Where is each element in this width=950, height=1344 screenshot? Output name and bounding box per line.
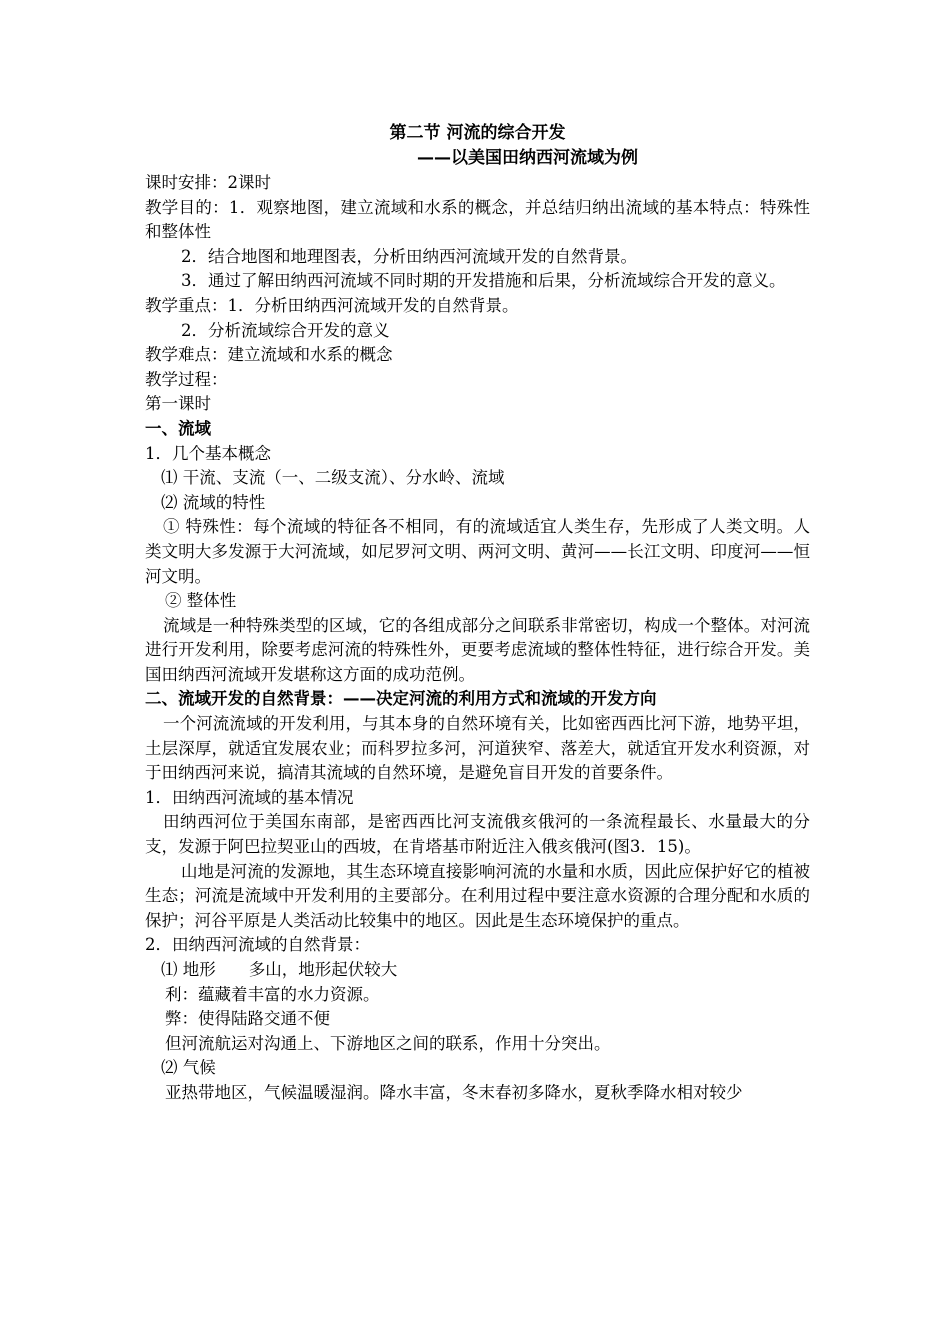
document-page [145, 121, 810, 1106]
objective-line-2: 2．结合地图和地理图表，分析田纳西河流域开发的自然背景。 [181, 246, 637, 266]
objective-line-1: 教学目的：1．观察地图，建立流域和水系的概念，并总结归纳出流域的基本特点：特殊性和整体性 [145, 197, 810, 242]
doc-title: 第二节 河流的综合开发 [389, 123, 566, 143]
section-1-item-1: 1．几个基本概念 [145, 443, 271, 463]
section-2-climate-text: 亚热带地区，气候温暖湿润。降水丰富，冬末春初多降水，夏秋季降水相对较少 [165, 1082, 743, 1102]
key-point-line-1: 教学重点：1．分析田纳西河流域开发的自然背景。 [145, 295, 519, 315]
process-line: 教学过程： [145, 369, 228, 389]
section-2-climate: ⑵ 气候 [161, 1058, 216, 1078]
key-point-line-2: 2．分析流域综合开发的意义 [181, 320, 390, 340]
section-1-integrity: ② 整体性 [165, 591, 237, 611]
doc-subtitle: ——以美国田纳西河流域为例 [417, 148, 638, 168]
section-2-disadvantage: 弊：使得陆路交通不便 [165, 1009, 330, 1029]
section-2-item-1: 1．田纳西河流域的基本情况 [145, 787, 354, 807]
schedule-line: 课时安排：2课时 [145, 173, 271, 192]
difficulty-line: 教学难点：建立流域和水系的概念 [145, 345, 393, 365]
section-2-navigation: 但河流航运对沟通上、下游地区之间的联系，作用十分突出。 [165, 1033, 611, 1053]
section-2-intro: 一个河流流域的开发利用，与其本身的自然环境有关，比如密西西比河下游，地势平坦，土层深厚，就适宜发展农业；而科罗拉多河，河道狭窄、落差大，就适宜开发水利资源，对于田纳西河来说，搞清其流域的自然环境，是避免盲目开发的首要条件。 [145, 714, 810, 783]
section-1-heading: 一、流域 [145, 418, 211, 438]
objective-line-3: 3．通过了解田纳西河流域不同时期的开发措施和后果，分析流域综合开发的意义。 [181, 271, 786, 291]
section-2-advantage: 利：蕴藏着丰富的水力资源。 [165, 984, 380, 1004]
section-1-particularity: ① 特殊性：每个流域的特征各不相同，有的流域适宜人类生存，先形成了人类文明。人类文明大多发源于大河流域，如尼罗河文明、两河文明、黄河——长江文明、印度河——恒河文明。 [145, 517, 810, 586]
section-2-mountain-text: 山地是河流的发源地，其生态环境直接影响河流的水量和水质，因此应保护好它的植被生态；河流是流域中开发利用的主要部分。在利用过程中要注意水资源的合理分配和水质的保护；河谷平原是人类活动比较集中的地区。因此是生态环境保护的重点。 [145, 861, 810, 930]
section-2-terrain: ⑴ 地形 多山，地形起伏较大 [161, 960, 398, 979]
section-1-item-traits: ⑵ 流域的特性 [161, 492, 266, 512]
section-2-basic-info: 田纳西河位于美国东南部，是密西西比河支流俄亥俄河的一条流程最长、水量最大的分支，发源于阿巴拉契亚山的西坡，在肯塔基市附近注入俄亥俄河(图3．15)。 [145, 812, 810, 857]
lesson-one-line: 第一课时 [145, 394, 211, 414]
section-1-integrity-text: 流域是一种特殊类型的区域，它的各组成部分之间联系非常密切，构成一个整体。对河流进行开发利用，除要考虑河流的特殊性外，更要考虑流域的整体性特征，进行综合开发。美国田纳西河流域开发堪称这方面的成功范例。 [145, 615, 810, 684]
section-2-item-2: 2．田纳西河流域的自然背景： [145, 935, 370, 955]
section-2-heading: 二、流域开发的自然背景：——决定河流的利用方式和流域的开发方向 [145, 689, 657, 709]
section-1-item-concepts: ⑴ 干流、支流（一、二级支流）、分水岭、流域 [161, 468, 505, 488]
